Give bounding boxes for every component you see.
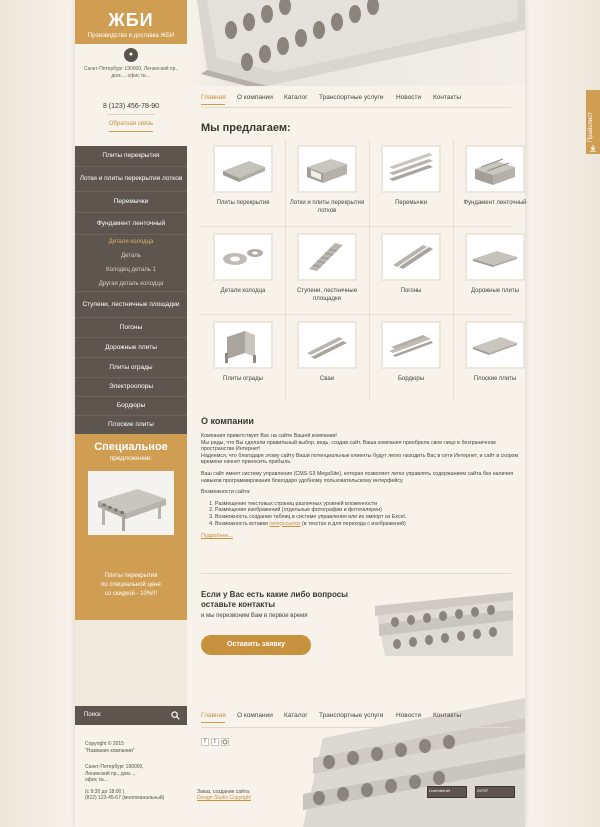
product-card[interactable] <box>285 315 369 402</box>
special-text-line-1: Плиты перекрытия <box>104 573 158 579</box>
brand-block[interactable] <box>75 0 187 44</box>
counter-badge-1[interactable]: LiveInternet <box>427 786 467 798</box>
sidebar-item-flat-plates[interactable]: Плоские плиты <box>108 421 154 428</box>
search-icon[interactable] <box>171 711 180 720</box>
product-caption[interactable]: Бордюры <box>397 376 425 382</box>
product-caption[interactable]: Перемычки <box>395 200 427 206</box>
cta-title-line-2: оставьте контакты <box>201 600 276 609</box>
facebook-icon[interactable]: f <box>201 738 209 746</box>
product-grid <box>201 139 537 401</box>
about-text <box>201 433 519 540</box>
list-item-text: Возможность вставки <box>215 520 270 527</box>
sidebar-spacer <box>75 620 187 706</box>
sidebar-item-foundation[interactable]: Фундамент ленточный <box>75 213 187 235</box>
product-card[interactable] <box>201 227 285 314</box>
product-card[interactable] <box>285 227 369 314</box>
special-offer[interactable] <box>75 434 187 620</box>
company-name: "Название компании" <box>85 747 135 754</box>
location-pin-icon: ● <box>124 48 138 62</box>
product-card[interactable] <box>201 315 285 402</box>
product-image[interactable] <box>215 323 271 367</box>
features-list <box>215 501 519 527</box>
footer-address-3: офис №... <box>85 777 109 783</box>
price-list-tab[interactable] <box>586 90 600 154</box>
special-text-line-2: по специальной цене <box>101 582 161 588</box>
about-p2: Мы рады, что Вы сделали правильный выбор, ведь, создав сайт, Ваша компания приобрела свое лицо в безграничном пространстве Интернет! <box>201 439 496 453</box>
footer-nav-contacts[interactable]: Контакты <box>433 712 462 719</box>
nav-news[interactable]: Новости <box>396 94 422 101</box>
footer-hours: (с 9:30 до 18:00 ) <box>85 788 125 795</box>
cta-image <box>375 592 513 656</box>
special-subtitle: предложение: <box>109 455 153 462</box>
special-title: Специальное <box>94 441 168 453</box>
product-image[interactable] <box>215 235 271 279</box>
sidebar-item-well-parts[interactable]: Детали колодца <box>108 239 154 245</box>
about-title: О компании <box>201 416 254 426</box>
about-p4: Ваш сайт имеет систему управления (CMS-S3 MegaSite), которая позволяет легко управлять содержанием сайта без наличия навыков программирования благодаря удобному пользовательскому интерфейсу. <box>201 470 514 484</box>
sidebar-subitem-detail[interactable]: Деталь <box>121 253 141 259</box>
product-card[interactable] <box>453 315 537 402</box>
special-offer-image[interactable] <box>88 471 174 535</box>
footer-nav <box>187 706 525 726</box>
product-caption[interactable]: Погоны <box>400 288 422 294</box>
nav-transport[interactable]: Транспортные услуги <box>319 94 384 101</box>
sidebar <box>75 0 187 827</box>
product-card[interactable] <box>453 227 537 314</box>
offer-title: Мы предлагаем: <box>201 122 291 134</box>
about-p5: Возможности сайта: <box>201 489 251 496</box>
footer-address-1: Санкт-Петербург 190000, <box>85 764 144 770</box>
developer-credit <box>197 789 251 801</box>
list-item <box>215 521 519 528</box>
product-caption[interactable]: Плиты перекрытия <box>216 200 270 206</box>
footer-nav-home[interactable]: Главная <box>201 712 226 719</box>
product-caption[interactable]: Лотки и плиты перекрытия лотков <box>289 200 365 214</box>
tagline: Производство и доставка ЖБИ <box>87 33 175 39</box>
product-card[interactable] <box>369 139 453 226</box>
about-p1: Компания приветствует Вас на сайте Вашей компании! <box>201 433 337 439</box>
hero-banner <box>187 0 525 86</box>
sidebar-item-curbs[interactable]: Бордюры <box>75 397 187 416</box>
footer-phone: (812) 123-45-67 (многоканальный) <box>85 795 165 801</box>
sidebar-item-trays[interactable]: Лотки и плиты перекрытия лотков <box>75 167 187 192</box>
product-image[interactable] <box>299 323 355 367</box>
product-caption[interactable]: Плоские плиты <box>473 376 517 382</box>
developer-label: Заказ, создание сайта: <box>197 789 251 795</box>
special-text <box>75 572 187 599</box>
product-card[interactable] <box>285 139 369 226</box>
price-list-label: Прайслист <box>588 112 594 142</box>
sidebar-item-pogony[interactable]: Погоны <box>75 318 187 338</box>
main-nav <box>187 86 525 108</box>
section-divider <box>201 573 511 574</box>
main-content <box>187 0 525 827</box>
footer-info <box>85 741 185 802</box>
sidebar-item-fence-plates[interactable]: Плиты ограды <box>75 358 187 378</box>
product-caption[interactable]: Дорожные плиты <box>471 288 519 294</box>
product-image[interactable] <box>299 235 355 279</box>
callback-underline <box>109 131 153 132</box>
nav-active-underline <box>201 104 225 105</box>
product-card[interactable] <box>201 139 285 226</box>
nav-about[interactable]: О компании <box>237 94 273 101</box>
contact-block <box>75 44 187 146</box>
list-item: 3. Возможность создания таблиц в системе управления или их импорт из Excel. <box>215 514 519 521</box>
footer-nav-catalog[interactable]: Каталог <box>284 712 308 719</box>
read-more-link[interactable]: Подробнее... <box>201 533 233 540</box>
sidebar-item-power-poles[interactable]: Электроопоры <box>75 378 187 397</box>
cta-title-line-1: Если у Вас есть какие либо вопросы <box>201 590 349 599</box>
footer-nav-transport[interactable]: Транспортные услуги <box>319 712 384 719</box>
product-card[interactable] <box>369 227 453 314</box>
leave-request-button[interactable]: Оставить заявку <box>201 635 311 655</box>
counter-badge-2[interactable]: 29797 <box>475 786 515 798</box>
footer-nav-active-underline <box>201 722 225 723</box>
list-item: 2. Размещение изображений (отдельные фотографии и фотогалереи) <box>215 507 519 514</box>
product-caption[interactable]: Детали колодца <box>220 288 266 294</box>
footer-nav-about[interactable]: О компании <box>237 712 273 719</box>
cta-subtitle: и мы перезвоним Вам в первое время <box>201 613 308 619</box>
product-image[interactable] <box>467 235 523 279</box>
product-caption[interactable]: Ступени, лестничные площадки <box>296 288 358 302</box>
product-card[interactable] <box>369 315 453 402</box>
contact-divider <box>107 114 155 115</box>
download-icon <box>589 144 597 152</box>
footer-divider <box>201 727 511 728</box>
product-image[interactable] <box>383 147 439 191</box>
product-caption[interactable]: Фундамент ленточный <box>463 200 527 206</box>
list-item: 1. Размещение текстовых страниц различных уровней вложенности <box>215 501 519 508</box>
site-wrapper <box>75 0 525 827</box>
developer-link[interactable]: Design Studio Copyright <box>197 795 251 801</box>
copyright: Copyright © 2015 <box>85 741 124 747</box>
search-input[interactable]: Поиск <box>84 712 101 718</box>
footer-address-2: Ленинский пр., дом..., <box>85 770 136 777</box>
product-caption[interactable]: Сваи <box>319 376 335 382</box>
special-text-line-3: со скидкой - 10%!!! <box>104 591 158 597</box>
nav-contacts[interactable]: Контакты <box>433 94 462 101</box>
sidebar-menu <box>75 146 187 434</box>
twitter-icon[interactable]: t <box>211 738 219 746</box>
sidebar-item-lintels[interactable]: Перемычки <box>75 192 187 213</box>
sidebar-subitem-well-detail-1[interactable]: Колодец деталь 1 <box>106 267 156 273</box>
address: Санкт-Петербург 190000, Ленинский пр., дом..., офис №... <box>83 66 179 79</box>
product-image[interactable] <box>383 235 439 279</box>
search-bar[interactable] <box>75 706 187 725</box>
list-item-text: (в текстах и для перехода с изображений) <box>300 520 406 527</box>
hyperlinks-link[interactable]: гиперссылок <box>269 520 301 527</box>
about-p3: Надеемся, что благодаря этому сайту Ваши потенциальные клиенты будут легко находить Вас в сети Интернет, и сайт в скором времени начнет приносить прибыль. <box>201 452 519 466</box>
share-icon[interactable] <box>221 738 229 746</box>
sidebar-item-road-plates[interactable]: Дорожные плиты <box>75 338 187 358</box>
callback-link[interactable]: Обратная связь <box>108 121 154 127</box>
cta-title <box>201 590 371 610</box>
logo[interactable]: ЖБИ <box>108 10 154 30</box>
product-image[interactable] <box>467 147 523 191</box>
product-image[interactable] <box>215 147 271 191</box>
product-image[interactable] <box>299 147 355 191</box>
footer-nav-news[interactable]: Новости <box>396 712 422 719</box>
sidebar-item-plates[interactable]: Плиты перекрытия <box>75 146 187 167</box>
nav-catalog[interactable]: Каталог <box>284 94 308 101</box>
product-card[interactable] <box>453 139 537 226</box>
product-image[interactable] <box>383 323 439 367</box>
nav-home[interactable]: Главная <box>201 94 226 101</box>
phone: 8 (123) 456-78-90 <box>102 103 160 110</box>
sidebar-item-stairs[interactable]: Ступени, лестничные площадки <box>75 292 187 318</box>
nav-divider <box>201 107 511 108</box>
sidebar-subitem-other-detail[interactable]: Другая деталь колодца <box>75 277 187 292</box>
product-caption[interactable]: Плиты ограды <box>223 376 263 382</box>
product-image[interactable] <box>467 323 523 367</box>
